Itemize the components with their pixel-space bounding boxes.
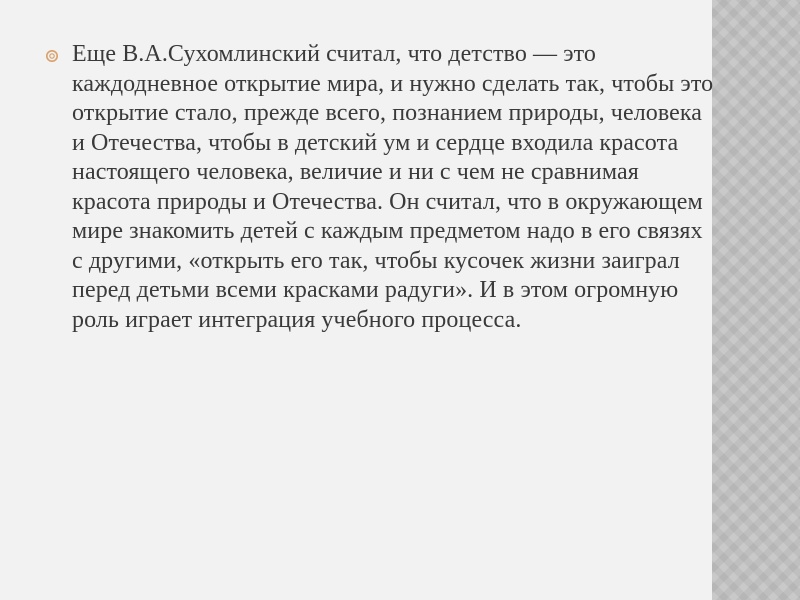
circle-bullet-icon [44,48,60,64]
slide-paragraph: Еще В.А.Сухомлинский считал, что детство — это каждодневное открытие мира, и нужно сделать так, чтобы это открытие стало, прежде всего, познанием природы, человека и Отечества, чтобы в детский ум и сердце входила красота настоящего человека, величие и ни с чем не сравнимая красота природы и Отечества. Он считал, что в окружающем мире знакомить детей с каждым предметом надо в его связях с другими, «открыть его так, чтобы кусочек жизни заиграл перед детьми всеми красками радуги». И в этом огромную роль играет интеграция учебного процесса. [72,41,714,333]
decorative-chevron-strip [712,0,800,600]
slide-content [44,40,714,335]
